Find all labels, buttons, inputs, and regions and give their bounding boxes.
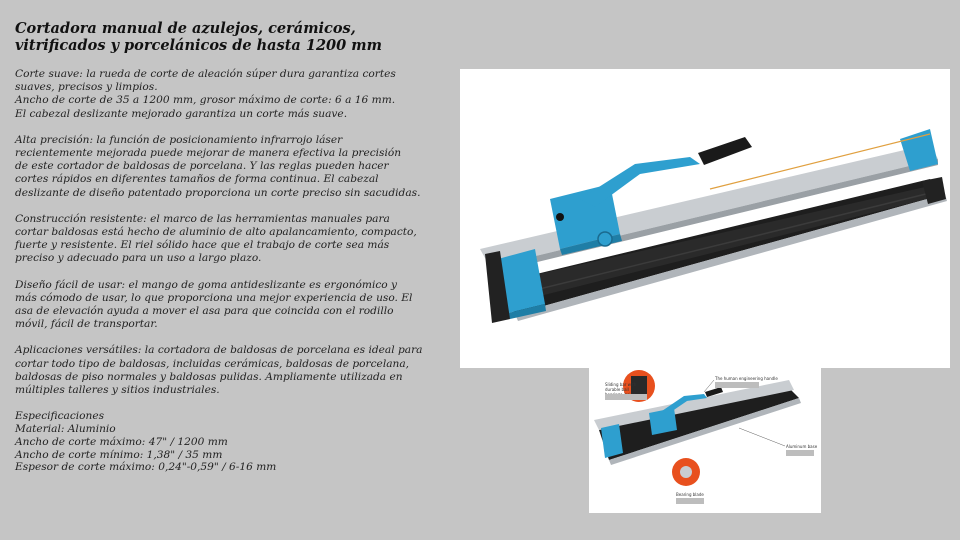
paragraph-design: [15, 279, 445, 332]
text-line: suaves, precisos y limpios.: [15, 81, 158, 94]
callout-base: Aluminum base: [786, 444, 818, 449]
text-line: El cabezal deslizante mejorado garantiza un corte más suave.: [15, 107, 348, 120]
text-line: Aplicaciones versátiles: la cortadora de baldosas de porcelana es ideal para: [15, 344, 423, 357]
callout-sliding-bar: Sliding bar with durable ball: [605, 382, 637, 392]
product-title: Cortadora manual de azulejos, cerámicos, vitrificados y porcelánicos de hasta 1200 mm: [15, 20, 382, 54]
specs-heading: Especificaciones: [15, 410, 105, 423]
paragraph-construction: [15, 213, 445, 266]
callout-blade: Bearing blade: [676, 492, 704, 497]
text-line: Construcción resistente: el marco de las herramientas manuales para: [15, 212, 390, 225]
text-line: Ancho de corte de 35 a 1200 mm, grosor máximo de corte: 6 a 16 mm.: [15, 94, 396, 107]
text-line: Diseño fácil de usar: el mango de goma antideslizante es ergonómico y: [15, 278, 398, 291]
specifications: [15, 410, 445, 474]
text-line: Corte suave: la rueda de corte de aleación súper dura garantiza cortes: [15, 68, 396, 80]
text-line: preciso y adecuado para un uso a largo plazo.: [15, 252, 262, 265]
callout-placeholder: [715, 382, 759, 388]
text-line: más cómodo de usar, lo que proporciona una mejor experiencia de uso. El: [15, 291, 413, 304]
paragraph-applications: [15, 344, 445, 397]
spec-item: Ancho de corte mínimo: 1,38" / 35 mm: [15, 448, 223, 461]
text-line: recientemente mejorada puede mejorar de manera efectiva la precisión: [15, 147, 402, 160]
tile-cutter-illustration: [460, 69, 950, 368]
spec-item: Material: Aluminio: [15, 423, 116, 436]
text-line: cortes rápidos en diferentes tamaños de forma continua. El cabezal: [15, 173, 379, 186]
paragraph-smooth-cut: [15, 68, 445, 121]
paragraph-precision: [15, 134, 445, 200]
callout-placeholder: [605, 394, 647, 400]
product-photo-main: [460, 69, 950, 368]
text-line: baldosas de piso normales y baldosas pulidas. Ampliamente utilizada en: [15, 370, 403, 383]
callout-placeholder: [786, 450, 814, 456]
text-line: múltiples talleres y sitios industriales.: [15, 384, 220, 397]
text-line: deslizante de diseño patentado proporciona un corte preciso sin sacudidas.: [15, 186, 421, 199]
callout-handle: The human engineering handle: [715, 376, 778, 381]
text-line: asa de elevación ayuda a mover el asa para que coincida con el rodillo: [15, 305, 394, 318]
text-line: cortar baldosas está hecho de aluminio de alto apalancamiento, compacto,: [15, 226, 417, 239]
spec-item: Espesor de corte máximo: 0,24"-0,59" / 6-16 mm: [15, 461, 277, 474]
product-description: [15, 20, 445, 474]
text-line: Alta precisión: la función de posicionamiento infrarrojo láser: [15, 133, 343, 146]
callout-placeholder: [676, 498, 704, 504]
product-photo-detail: [589, 368, 821, 513]
text-line: de este cortador de baldosas de porcelana. Y las reglas pueden hacer: [15, 160, 389, 173]
text-line: móvil, fácil de transportar.: [15, 318, 158, 331]
spec-item: Ancho de corte máximo: 47" / 1200 mm: [15, 435, 228, 448]
text-line: cortar todo tipo de baldosas, incluidas cerámicas, baldosas de porcelana,: [15, 357, 410, 370]
text-line: fuerte y resistente. El riel sólido hace que el trabajo de corte sea más: [15, 239, 390, 252]
